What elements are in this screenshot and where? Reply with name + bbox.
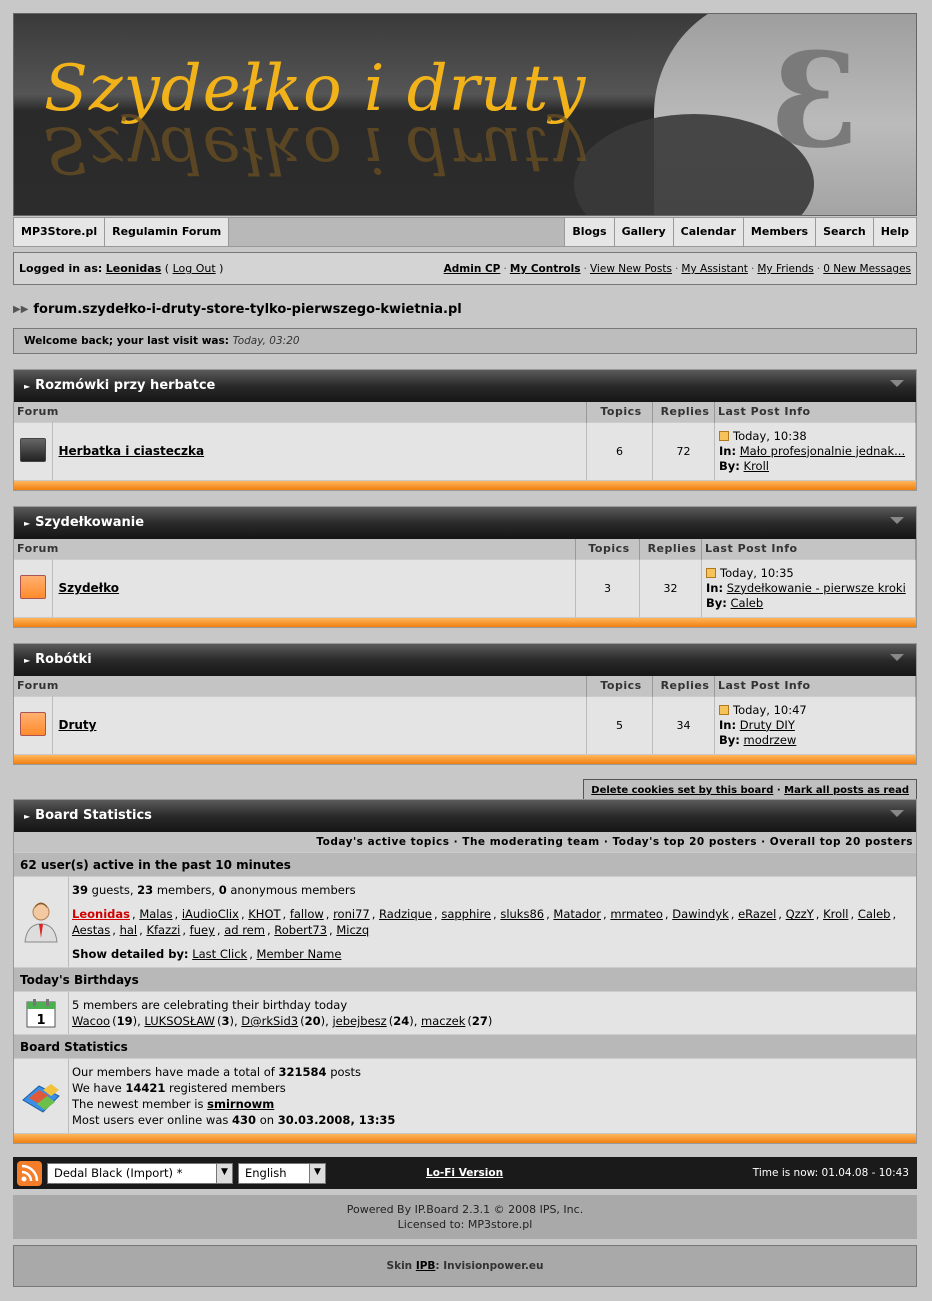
posts-pre: Our members have made a total of: [72, 1065, 275, 1079]
breadcrumb-title[interactable]: forum.szydełko-i-druty-store-tylko-pierwszego-kwietnia.pl: [33, 302, 462, 317]
in-label: In:: [706, 580, 724, 595]
top-20-overall-link[interactable]: Overall top 20 posters: [769, 836, 913, 848]
online-user-link[interactable]: ad rem: [224, 923, 265, 937]
language-select-value: English: [245, 1166, 287, 1180]
stats-arrow-icon: ►: [24, 812, 31, 821]
col-replies: Replies: [653, 402, 715, 422]
stats-title: Board Statistics: [35, 808, 152, 823]
online-user-link[interactable]: Robert73: [274, 923, 328, 937]
online-user-link[interactable]: fuey: [189, 923, 215, 937]
by-label: By:: [719, 458, 740, 473]
col-topics: Topics: [576, 539, 640, 559]
online-user-link[interactable]: eRazel: [738, 907, 777, 921]
page-wrapper: [13, 13, 917, 1287]
logout-link[interactable]: Log Out: [172, 262, 216, 275]
col-topics: Topics: [587, 402, 653, 422]
forum-name-cell: [52, 422, 587, 480]
rss-icon[interactable]: [17, 1161, 42, 1186]
online-user-link[interactable]: KHOT: [248, 907, 281, 921]
active-users-body: [14, 876, 916, 967]
forum-row: [14, 696, 916, 754]
forum-icon-cell: [14, 696, 52, 754]
birthdays-text: [69, 992, 916, 1034]
category-title[interactable]: Rozmówki przy herbatce: [35, 378, 216, 393]
last-post-author-link[interactable]: Caleb: [730, 595, 764, 610]
birthday-age: 19: [116, 1014, 133, 1028]
nav-members[interactable]: Members: [743, 218, 815, 246]
anon-label: anonymous members: [230, 883, 356, 897]
col-last-post: Last Post Info: [702, 539, 916, 559]
nav-gallery[interactable]: Gallery: [614, 218, 673, 246]
member-count: 23: [137, 883, 154, 897]
last-post-topic-link[interactable]: Mało profesjonalnie jednak...: [739, 443, 906, 458]
nav-help[interactable]: Help: [873, 218, 916, 246]
online-user-link[interactable]: Kroll: [823, 907, 849, 921]
newest-member-link[interactable]: smirnowm: [207, 1097, 275, 1111]
last-post-icon[interactable]: [719, 705, 729, 715]
my-controls-link[interactable]: My Controls: [509, 263, 581, 275]
welcome-bar: [13, 328, 917, 354]
category-header: [14, 507, 916, 539]
online-user-link[interactable]: roni77: [333, 907, 370, 921]
last-post-icon[interactable]: [706, 568, 716, 578]
powered-line-1: Powered By IP.Board 2.3.1 © 2008 IPS, Inc.: [346, 1203, 584, 1216]
board-stats-text: [69, 1059, 916, 1133]
category-title[interactable]: Robótki: [35, 652, 92, 667]
powered-line-2: Licensed to: MP3store.pl: [397, 1218, 533, 1231]
category-title[interactable]: Szydełkowanie: [35, 515, 145, 530]
online-user-link[interactable]: Malas: [139, 907, 173, 921]
birthday-age: 24: [393, 1014, 410, 1028]
online-user-link[interactable]: Aestas: [72, 923, 111, 937]
breadcrumb-arrow-icon: ▶▶: [13, 304, 29, 315]
col-forum: Forum: [14, 402, 587, 422]
forum-table: [14, 539, 916, 617]
online-user-link[interactable]: mrmateo: [610, 907, 663, 921]
forum-replies: 34: [653, 696, 715, 754]
nav-search[interactable]: Search: [815, 218, 873, 246]
category-header: [14, 644, 916, 676]
users-icon-cell: [14, 877, 69, 967]
stats-icon-cell: [14, 1059, 69, 1133]
birthday-user-link[interactable]: Wacoo: [72, 1014, 111, 1028]
registered-count: 14421: [125, 1081, 166, 1095]
col-last-post: Last Post Info: [715, 676, 916, 696]
user-avatar-icon: [21, 900, 61, 944]
most-online-date: 30.03.2008, 13:35: [277, 1113, 396, 1127]
skin-ipb-link[interactable]: IPB: [415, 1260, 436, 1272]
last-post-time: Today, 10:35: [720, 565, 794, 580]
skin-pre: Skin: [386, 1260, 413, 1272]
banner-logo-glyph: 3: [769, 24, 860, 177]
online-user-link[interactable]: Kfazzi: [146, 923, 181, 937]
by-label: By:: [706, 595, 727, 610]
category-arrow-icon: ►: [24, 656, 31, 665]
category-arrow-icon: ►: [24, 519, 31, 528]
delete-cookies-link[interactable]: Delete cookies set by this board: [591, 785, 774, 796]
forum-replies: 32: [640, 559, 702, 617]
birthday-text: members are celebrating their birthday today: [82, 998, 348, 1012]
my-friends-link[interactable]: My Friends: [757, 263, 814, 275]
birthday-list: Wacoo (19), LUKSOSŁAW (3), D@rkSid3 (20), jebejbesz (24), maczek (27): [72, 1014, 493, 1028]
category-szydelkowanie: [13, 506, 917, 628]
stats-links: Today's active topics · The moderating team · Today's top 20 posters · Overall top 20 posters: [14, 832, 916, 852]
nav-regulamin[interactable]: Regulamin Forum: [105, 218, 229, 246]
forum-status-icon: [20, 575, 46, 599]
forum-link[interactable]: Szydełko: [58, 581, 120, 596]
category-robotki: [13, 643, 917, 765]
banner-title-reflection: Szydełko i druty: [44, 112, 587, 186]
col-forum: Forum: [14, 676, 587, 696]
welcome-label: Welcome back; your last visit was:: [24, 335, 229, 347]
sort-member-name-link[interactable]: Member Name: [256, 947, 342, 961]
skin-select-value: Dedal Black (Import) *: [54, 1166, 183, 1180]
lofi-version-link[interactable]: Lo-Fi Version: [426, 1167, 504, 1179]
online-user-link[interactable]: Leonidas: [72, 907, 130, 921]
skin-credit: [13, 1245, 917, 1287]
forum-table: [14, 676, 916, 754]
most-pre: Most users ever online was: [72, 1113, 229, 1127]
forum-icon-cell: [14, 559, 52, 617]
last-post-author-link[interactable]: Kroll: [743, 458, 769, 473]
collapse-icon[interactable]: [890, 517, 904, 524]
col-last-post: Last Post Info: [715, 402, 916, 422]
powered-by: [13, 1195, 917, 1239]
col-replies: Replies: [653, 676, 715, 696]
forum-topics: 5: [587, 696, 653, 754]
online-user-link[interactable]: hal: [119, 923, 138, 937]
birthday-user-link[interactable]: jebejbesz: [332, 1014, 387, 1028]
show-by-label: Show detailed by:: [72, 947, 189, 961]
members-label: members,: [156, 883, 216, 897]
board-stats-body: [14, 1058, 916, 1133]
category-rozmowki: [13, 369, 917, 491]
in-label: In:: [719, 717, 737, 732]
most-mid: on: [259, 1113, 275, 1127]
admin-cp-link[interactable]: Admin CP: [443, 263, 501, 275]
nav-calendar[interactable]: Calendar: [673, 218, 743, 246]
category-footer: [14, 480, 916, 490]
current-time: Time is now: 01.04.08 - 10:43: [752, 1167, 909, 1179]
collapse-icon[interactable]: [890, 654, 904, 661]
col-topics: Topics: [587, 676, 653, 696]
last-post-time: Today, 10:47: [733, 702, 807, 717]
logged-in-label: Logged in as:: [19, 262, 103, 275]
language-select[interactable]: [238, 1163, 326, 1184]
birthdays-body: [14, 991, 916, 1034]
birthday-age: 3: [221, 1014, 230, 1028]
birthday-age: 27: [471, 1014, 488, 1028]
last-visit-time: Today, 03:20: [232, 335, 300, 347]
online-user-link[interactable]: Caleb: [857, 907, 891, 921]
banner-title[interactable]: Szydełko i druty: [44, 52, 587, 126]
user-bar: [13, 252, 917, 285]
birthday-user-link[interactable]: D@rkSid3: [241, 1014, 299, 1028]
birthday-age: 20: [304, 1014, 321, 1028]
forum-row: [14, 559, 916, 617]
nav-mp3store[interactable]: MP3Store.pl: [14, 218, 105, 246]
logged-in-info: Logged in as: Leonidas ( Log Out ): [19, 262, 224, 275]
board-stats-header: Board Statistics: [14, 1034, 916, 1058]
active-users-text: 39 guests, 23 members, 0 anonymous members Leonidas , Malas , iAudioClix , KHOT , fallow , roni77 , Radzique , sapphire , sluks86 , Matador , mrmateo , Dawindyk , eRazel , QzzY , Kroll , Caleb , Aestas , hal , Kfazzi , fuey , ad rem , Robert73 , Miczq Show detailed by: Last Click , Member Name: [69, 877, 916, 967]
stats-footer: [14, 1133, 916, 1143]
online-user-link[interactable]: QzzY: [785, 907, 814, 921]
category-header: [14, 370, 916, 402]
stats-header: [14, 800, 916, 832]
new-messages-link[interactable]: 0 New Messages: [823, 263, 911, 275]
sort-last-click-link[interactable]: Last Click: [192, 947, 248, 961]
category-arrow-icon: ►: [24, 382, 31, 391]
forum-topics: 6: [587, 422, 653, 480]
user-links: Admin CP · My Controls · View New Posts · My Assistant · My Friends · 0 New Messages: [443, 262, 911, 275]
nav-blogs[interactable]: Blogs: [564, 218, 613, 246]
last-post-info: [702, 559, 916, 617]
category-footer: [14, 617, 916, 627]
rss-feed-icon: [17, 1161, 42, 1186]
forum-link[interactable]: Druty: [58, 718, 97, 733]
birthdays-header: Today's Birthdays: [14, 967, 916, 991]
by-label: By:: [719, 732, 740, 747]
chevron-down-icon: ▼: [309, 1164, 325, 1183]
most-online: 430: [232, 1113, 257, 1127]
cookie-links: [13, 779, 917, 799]
in-label: In:: [719, 443, 737, 458]
forum-banner: [13, 13, 917, 216]
birthday-count: 5: [72, 998, 80, 1012]
online-user-link[interactable]: fallow: [289, 907, 324, 921]
forum-row: [14, 422, 916, 480]
total-posts: 321584: [278, 1065, 327, 1079]
last-post-icon[interactable]: [719, 431, 729, 441]
mark-all-read-link[interactable]: Mark all posts as read: [784, 785, 909, 796]
online-user-list: Leonidas , Malas , iAudioClix , KHOT , fallow , roni77 , Radzique , sapphire , sluks86 , Matador , mrmateo , Dawindyk , eRazel , QzzY , Kroll , Caleb , Aestas , hal , Kfazzi , fuey , ad rem , Robert73 , Miczq: [72, 907, 897, 937]
calendar-icon: [24, 997, 58, 1029]
top-nav: [13, 217, 917, 247]
birthday-user-link[interactable]: LUKSOSŁAW: [144, 1014, 215, 1028]
category-footer: [14, 754, 916, 764]
breadcrumb: [13, 302, 917, 317]
skin-post: : Invisionpower.eu: [435, 1260, 544, 1272]
username-link[interactable]: Leonidas: [105, 262, 162, 275]
online-user-link[interactable]: Radzique: [379, 907, 433, 921]
top-20-today-link[interactable]: Today's top 20 posters: [612, 836, 757, 848]
last-post-info: [715, 422, 916, 480]
online-user-link[interactable]: sapphire: [441, 907, 492, 921]
forum-name-cell: [52, 696, 587, 754]
col-forum: Forum: [14, 539, 576, 559]
reg-post: registered members: [168, 1081, 286, 1095]
moderating-team-link[interactable]: The moderating team: [462, 836, 600, 848]
cookie-links-box: Delete cookies set by this board · Mark all posts as read: [583, 779, 917, 799]
last-post-time: Today, 10:38: [733, 428, 807, 443]
chevron-down-icon: ▼: [216, 1164, 232, 1183]
collapse-icon[interactable]: [890, 380, 904, 387]
reg-pre: We have: [72, 1081, 122, 1095]
guest-count: 39: [72, 883, 89, 897]
online-user-link[interactable]: sluks86: [500, 907, 545, 921]
online-user-link[interactable]: Miczq: [336, 923, 370, 937]
view-new-posts-link[interactable]: View New Posts: [589, 263, 672, 275]
svg-text:1: 1: [36, 1013, 46, 1028]
birthday-user-link[interactable]: maczek: [421, 1014, 466, 1028]
active-users-header: 62 user(s) active in the past 10 minutes: [14, 852, 916, 876]
active-topics-link[interactable]: Today's active topics: [316, 836, 450, 848]
forum-link[interactable]: Herbatka i ciasteczka: [58, 444, 205, 459]
online-user-link[interactable]: iAudioClix: [181, 907, 239, 921]
board-statistics: [13, 799, 917, 1144]
last-post-author-link[interactable]: modrzew: [743, 732, 797, 747]
my-assistant-link[interactable]: My Assistant: [681, 263, 748, 275]
col-replies: Replies: [640, 539, 702, 559]
guests-label: guests,: [91, 883, 134, 897]
last-post-topic-link[interactable]: Szydełkowanie - pierwsze kroki: [726, 580, 906, 595]
stats-chart-icon: [19, 1074, 63, 1118]
posts-post: posts: [330, 1065, 362, 1079]
nav-spacer: [229, 218, 564, 246]
footer-bar: [13, 1157, 917, 1189]
forum-table: [14, 402, 916, 480]
forum-status-icon: [20, 438, 46, 462]
newest-pre: The newest member is: [72, 1097, 204, 1111]
collapse-icon[interactable]: [890, 810, 904, 817]
forum-status-icon: [20, 712, 46, 736]
last-post-info: [715, 696, 916, 754]
forum-name-cell: [52, 559, 576, 617]
skin-select[interactable]: [47, 1163, 233, 1184]
online-user-link[interactable]: Dawindyk: [672, 907, 729, 921]
anon-count: 0: [218, 883, 227, 897]
forum-topics: 3: [576, 559, 640, 617]
forum-icon-cell: [14, 422, 52, 480]
forum-replies: 72: [653, 422, 715, 480]
calendar-icon-cell: [14, 992, 69, 1034]
online-user-link[interactable]: Matador: [553, 907, 601, 921]
last-post-topic-link[interactable]: Druty DIY: [739, 717, 795, 732]
